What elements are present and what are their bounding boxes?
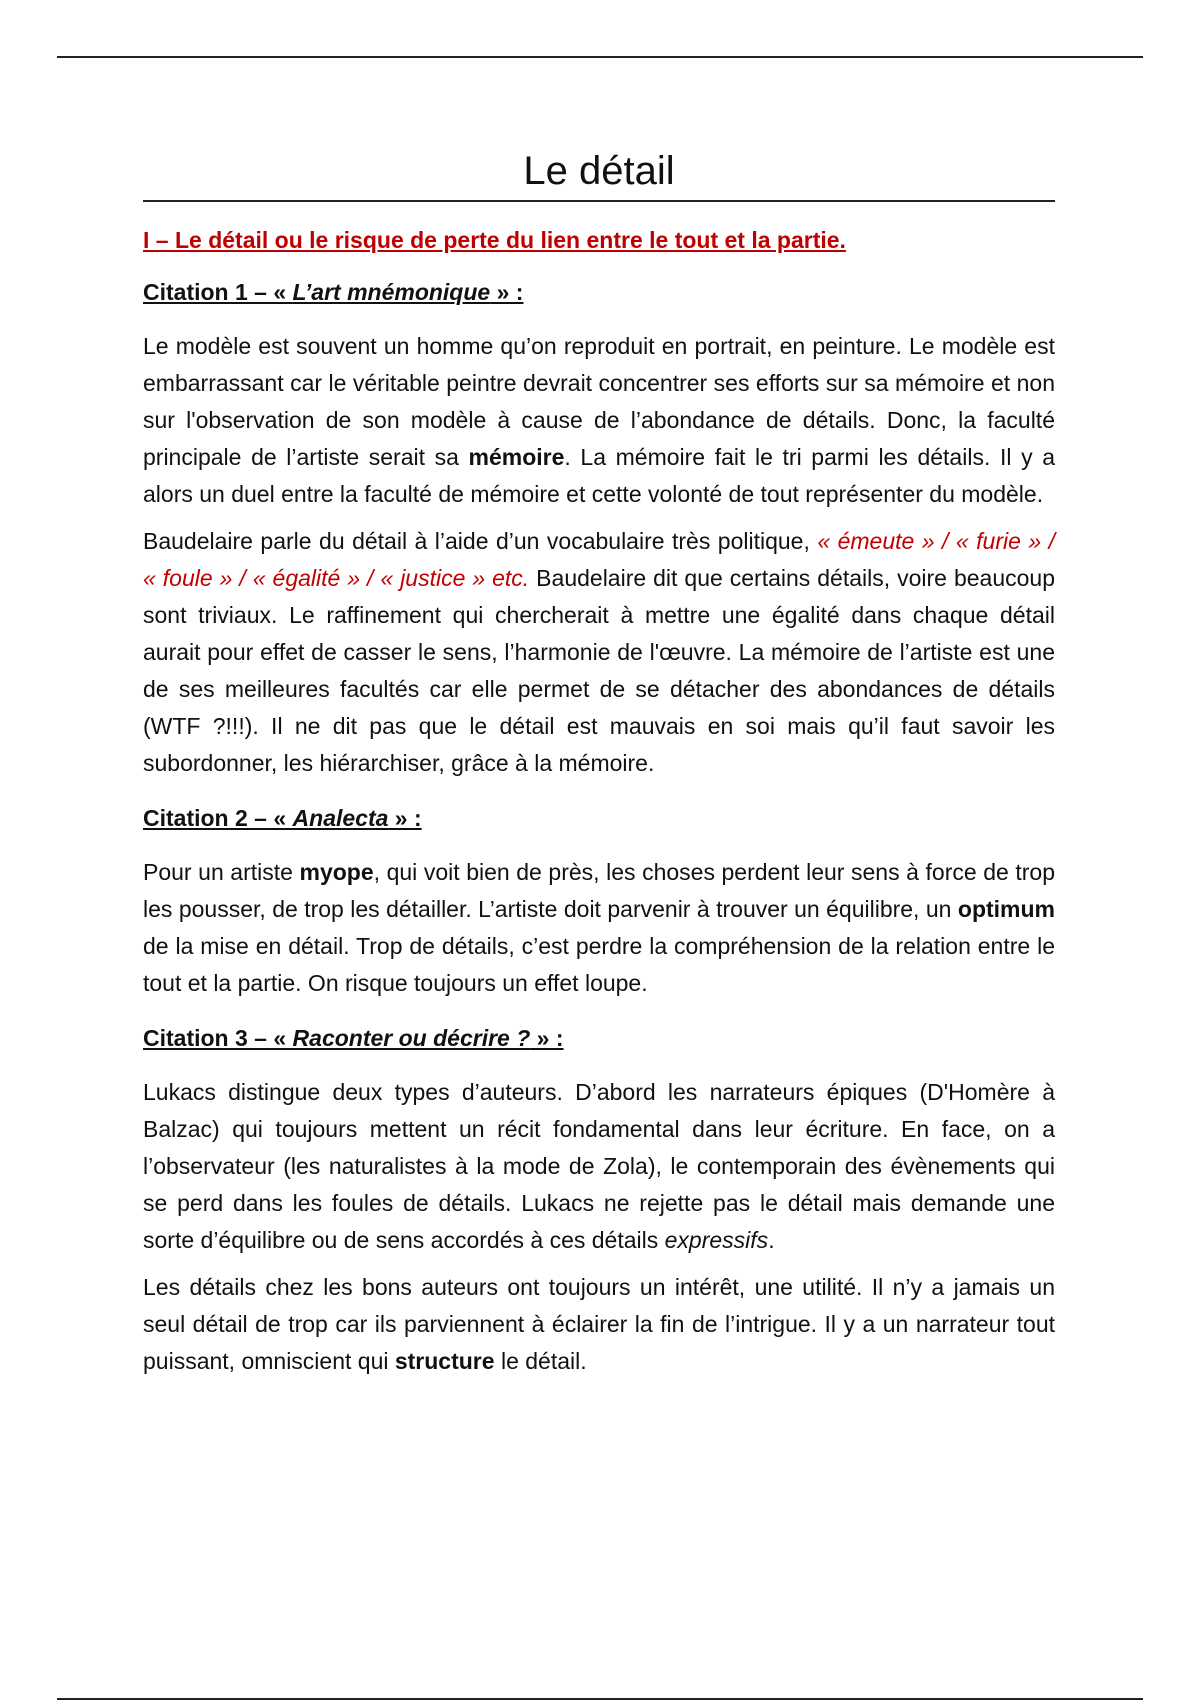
paragraph-2: [143, 523, 1055, 782]
paragraph-3: [143, 854, 1055, 1002]
paragraph-3-text-end: de la mise en détail. Trop de détails, c’est perdre la compréhension de la relation entre le tout et la partie. On risque toujours un effet loupe.: [143, 933, 1055, 996]
paragraph-1-text: Le modèle est souvent un homme qu’on reproduit en portrait, en peinture. Le modèle est embarrassant car le véritable peintre devrait concentrer ses efforts sur sa mémoire et non sur l'observation de son modèle à cause de l’abondance de détails. Donc, la faculté principale de l’artiste serait sa: [143, 333, 1055, 470]
citation-2-prefix: Citation 2 – «: [143, 805, 293, 831]
paragraph-3-text-middle: , qui voit bien de près, les choses perdent leur sens à force de trop les pousser, de trop les détailler. L’artiste doit parvenir à trouver un équilibre, un: [143, 859, 1055, 922]
paragraph-4: [143, 1074, 1055, 1259]
citation-1-title: L’art mnémonique: [292, 279, 491, 305]
paragraph-2-text-end: Baudelaire dit que certains détails, voire beaucoup sont triviaux. Le raffinement qui chercherait à mettre une égalité dans chaque détail aurait pour effet de casser le sens, l’harmonie de l'œuvre. La mémoire de l’artiste est une de ses meilleures facultés car elle permet de se détacher des abondances de détails (WTF ?!!!). Il ne dit pas que le détail est mauvais en soi mais qu’il faut savoir les subordonner, les hiérarchiser, grâce à la mémoire.: [143, 565, 1055, 776]
paragraph-3-text: Pour un artiste: [143, 859, 300, 885]
citation-2-title: Analecta: [292, 805, 389, 831]
political-vocabulary-quotes: « émeute » / « furie » / « foule » / « égalité » / « justice » etc.: [143, 528, 1055, 591]
paragraph-4-italic: expressifs: [664, 1227, 769, 1253]
paragraph-5-text-end: le détail.: [494, 1348, 587, 1374]
citation-3-title: Raconter ou décrire ?: [292, 1025, 531, 1051]
citation-1-heading: [143, 276, 1055, 308]
section-heading: I – Le détail ou le risque de perte du lien entre le tout et la partie.: [143, 227, 846, 253]
paragraph-4-text-end: .: [768, 1227, 775, 1253]
citation-3-heading: [143, 1022, 1055, 1054]
citation-2-suffix: » :: [388, 805, 422, 831]
paragraph-3-bold-optimum: optimum: [957, 896, 1055, 922]
document-body: [143, 142, 1055, 1380]
paragraph-4-text: Lukacs distingue deux types d’auteurs. D’abord les narrateurs épiques (D'Homère à Balzac) qui toujours mettent un récit fondamental dans leur écriture. En face, on a l’observateur (les naturalistes à la mode de Zola), le contemporain des évènements qui se perd dans les foules de détails. Lukacs ne rejette pas le détail mais demande une sorte d’équilibre ou de sens accordés à ces détails: [143, 1079, 1055, 1253]
citation-3-suffix: » :: [530, 1025, 564, 1051]
paragraph-1-text-end: . La mémoire fait le tri parmi les détails. Il y a alors un duel entre la faculté de mémoire et cette volonté de tout représenter du modèle.: [143, 444, 1055, 507]
paragraph-5-text: Les détails chez les bons auteurs ont toujours un intérêt, une utilité. Il n’y a jamais un seul détail de trop car ils parviennent à éclairer la fin de l’intrigue. Il y a un narrateur tout puissant, omniscient qui: [143, 1274, 1055, 1374]
page-title: Le détail: [143, 142, 1055, 202]
citation-2-heading: [143, 802, 1055, 834]
paragraph-2-text: Baudelaire parle du détail à l’aide d’un vocabulaire très politique,: [143, 528, 818, 554]
paragraph-5: [143, 1269, 1055, 1380]
paragraph-1: [143, 328, 1055, 513]
citation-1-prefix: Citation 1 – «: [143, 279, 293, 305]
paragraph-5-bold: structure: [394, 1348, 495, 1374]
citation-1-suffix: » :: [490, 279, 524, 305]
header-rule: [57, 56, 1143, 58]
citation-3-prefix: Citation 3 – «: [143, 1025, 293, 1051]
paragraph-1-bold: mémoire: [468, 444, 565, 470]
paragraph-3-bold-myope: myope: [299, 859, 374, 885]
